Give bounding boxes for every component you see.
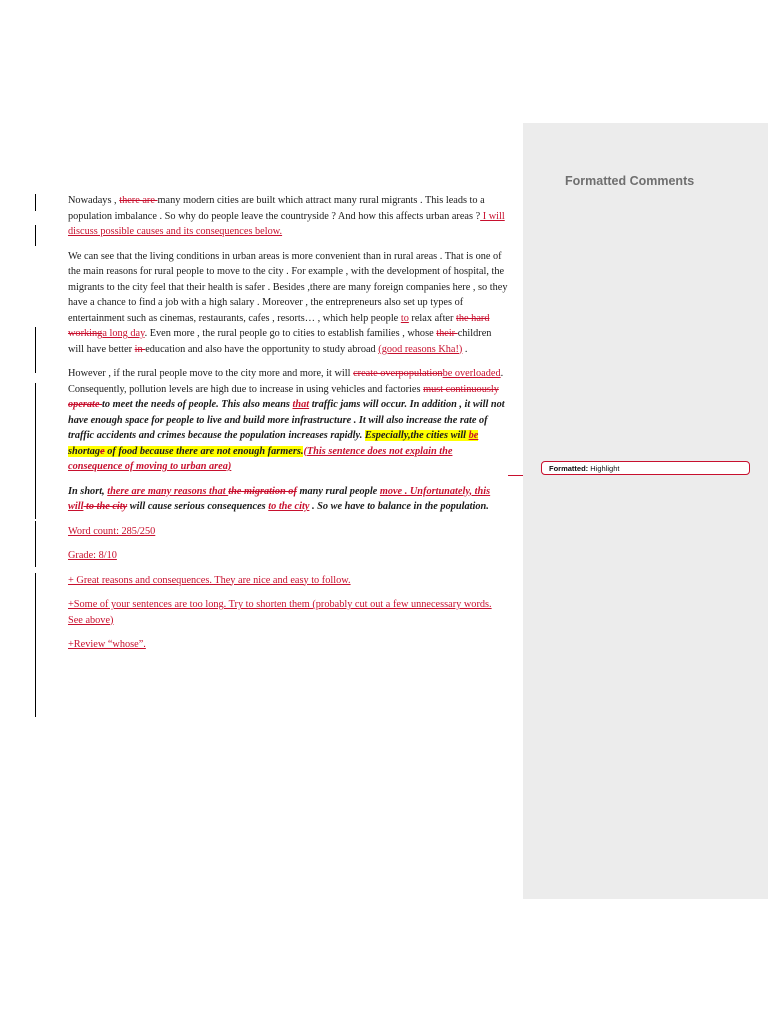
- change-bar: [35, 521, 36, 567]
- paragraph: [68, 249, 508, 358]
- text-run: We can see that the living conditions in urban areas is more convenient than in rural areas . That is one of the main reasons for rural people to move to the city . For example , with the development of hospital, the migrants to the city feel that their health is safer . Besides ,there are many foreign companies here , so they have a chance to find a job with a high salary . Moreover , the entrepreneurs also set up types of entertainment such as cinemas, restaurants, cafes , resorts… , which help people: [68, 250, 508, 324]
- paragraph: [68, 597, 508, 628]
- paragraph: [68, 548, 508, 564]
- text-run: . Consequently, pollution levels are high due to increase in using vehicles and factories: [68, 368, 504, 395]
- change-bar: [35, 225, 36, 246]
- text-run: children will have better: [68, 328, 492, 355]
- comments-pane: [523, 123, 768, 899]
- deleted-text: must continuously: [423, 383, 499, 395]
- text-run: to meet the needs of people. This also means: [102, 399, 293, 410]
- text-run: traffic jams will occur. In addition , it will not have enough space for people to live and build more infrastructure . It will also increase the rate of traffic accidents and crimes because the population increases rapidly.: [68, 399, 505, 441]
- text-run: Nowadays ,: [68, 195, 120, 206]
- inserted-text: that: [292, 399, 310, 410]
- change-bar: [35, 573, 36, 717]
- inserted-text: a long day: [102, 328, 145, 339]
- paragraph: [68, 484, 508, 515]
- balloon-label: Formatted:: [549, 464, 589, 473]
- text-run: will cause serious consequences: [127, 501, 269, 512]
- deleted-text: their: [436, 328, 458, 339]
- inserted-text: +Some of your sentences are too long. Try to shorten them (probably cut out a few unnecessary words. See above): [68, 599, 492, 626]
- inserted-text: be overloaded: [442, 368, 501, 379]
- text-run: . So we have to balance in the population.: [309, 501, 489, 512]
- deleted-text: there are: [119, 195, 158, 206]
- text-run: In short,: [68, 485, 108, 497]
- inserted-text: to the city: [268, 501, 310, 512]
- inserted-text: Word count: 285/250: [68, 525, 156, 537]
- deleted-text: to the city: [83, 501, 128, 512]
- highlighted-text: shortag: [68, 445, 101, 457]
- text-run: many modern cities are built which attract many rural migrants . This leads to a population imbalance . So why do people leave the countryside ? And how this affects urban areas ?: [68, 195, 485, 222]
- text-run: However , if the rural people move to the city more and more, it will: [68, 368, 354, 379]
- formatting-balloon[interactable]: [541, 461, 750, 475]
- deleted-text: the migration of: [228, 485, 297, 497]
- inserted-text: +Review “whose”.: [68, 639, 146, 650]
- inserted-text: + Great reasons and consequences. They are nice and easy to follow.: [68, 574, 351, 586]
- change-bar: [35, 194, 36, 211]
- inserted-text: to: [400, 312, 409, 324]
- highlighted-text: of food because there are not enough farmers.: [104, 445, 304, 457]
- balloon-value: Highlight: [590, 464, 620, 473]
- deleted-text: in: [134, 343, 146, 355]
- text-run: .: [462, 343, 468, 355]
- inserted-text: (good reasons Kha!): [378, 343, 463, 355]
- deleted-text: the hard working: [68, 312, 490, 339]
- text-run: . Even more , the rural people go to cities to establish families , whose: [144, 328, 437, 339]
- paragraph: [68, 637, 508, 653]
- text-run: many rural people: [296, 485, 380, 497]
- comments-pane-title: Formatted Comments: [565, 174, 695, 188]
- highlighted-text: be: [468, 430, 479, 441]
- text-run: education and also have the opportunity to study abroad: [145, 343, 379, 355]
- change-bar: [35, 327, 36, 373]
- highlighted-text: Especially,the cities will: [364, 430, 469, 441]
- paragraph: [68, 573, 508, 589]
- change-bar: [35, 383, 36, 519]
- highlighted-text: e: [100, 445, 105, 457]
- paragraph: [68, 366, 508, 475]
- inserted-text: there are many reasons that: [107, 485, 229, 497]
- inserted-text: move . Unfortunately, this will: [68, 485, 491, 512]
- paragraph: [68, 524, 508, 540]
- text-run: relax after: [408, 312, 457, 324]
- deleted-text: create overpopulation: [353, 368, 443, 379]
- document-body[interactable]: [68, 193, 508, 662]
- inserted-text: Grade: 8/10: [68, 550, 117, 561]
- inserted-text: I will discuss possible causes and its consequences below.: [68, 210, 505, 237]
- inserted-text: (This sentence does not explain the consequence of moving to urban area): [68, 445, 453, 472]
- paragraph: [68, 193, 508, 240]
- deleted-text: operate: [68, 399, 103, 410]
